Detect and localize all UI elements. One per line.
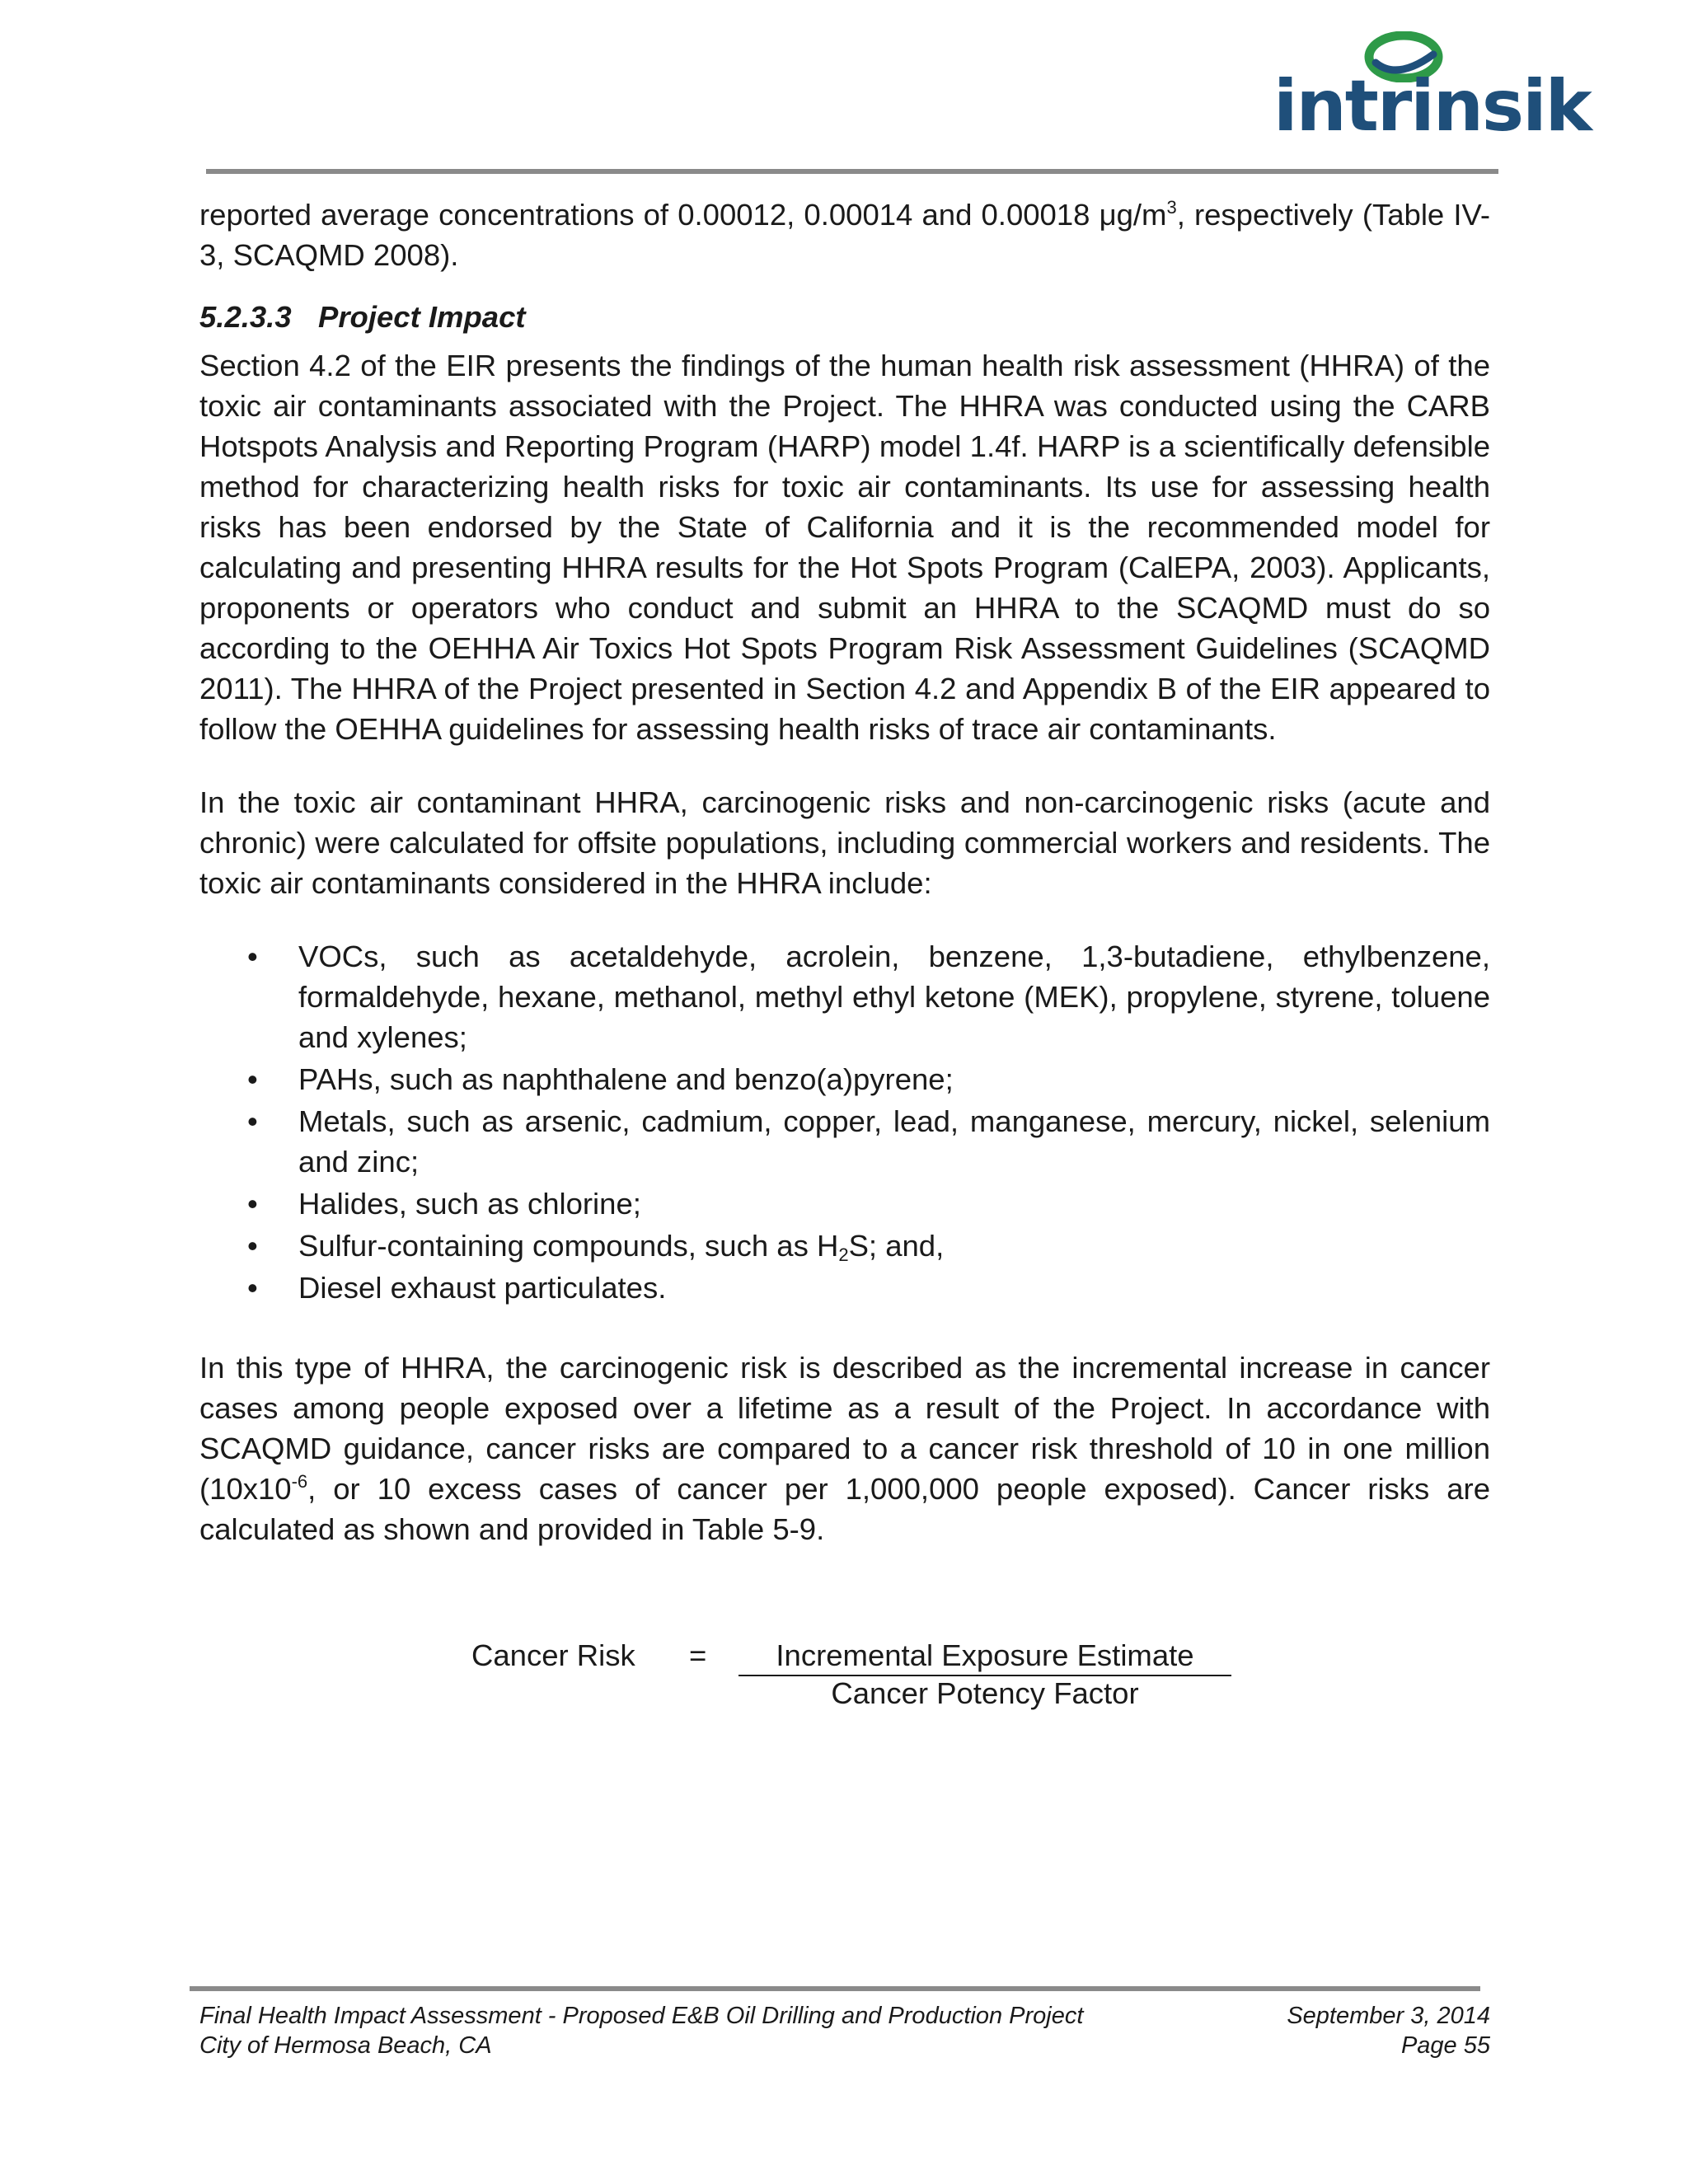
list-item: • PAHs, such as naphthalene and benzo(a)pyrene;	[247, 1062, 954, 1096]
formula-numerator: Incremental Exposure Estimate	[738, 1638, 1231, 1676]
header-divider	[206, 169, 1498, 174]
page-footer	[199, 2001, 1490, 2060]
formula-lhs: Cancer Risk	[471, 1638, 635, 1672]
intro-paragraph: reported average concentrations of 0.00012, 0.00014 and 0.00018 $\mu g/m^3$, respectively (Table IV-3, SCAQMD 2008).	[199, 197, 1490, 272]
intrinsik-logo	[1273, 31, 1591, 148]
list-item: • Sulfur-containing compounds, such as $H_2S$; and,	[247, 1229, 945, 1265]
list-item: • Diesel exhaust particulates.	[247, 1271, 667, 1305]
logo-wordmark: intrinsik	[1273, 65, 1591, 148]
section-heading	[199, 297, 1490, 337]
paragraph-risk-scope: In the toxic air contaminant HHRA, carcinogenic risks and non-carcinogenic risks (acute and chronic) were calculated for offsite populations, including commercial workers and residents. The toxic air contaminants considered in the HHRA include:	[199, 785, 1490, 900]
footer-date: September 3, 2014	[1287, 2003, 1490, 2029]
cancer-risk-formula	[0, 1638, 1688, 1721]
paragraph-carcinogenic-risk: In this type of HHRA, the carcinogenic risk is described as the incremental increase in cancer cases among people exposed over a lifetime as a result of the Project. In accordance with SCAQMD guidance, cancer risks are compared to a cancer risk threshold of 10 in one million ($10x10^{-6}$, or 10 excess cases of cancer per 1,000,000 people exposed). Cancer risks are calculated as shown and provided in Table 5-9.	[199, 1351, 1490, 1546]
formula-denominator: Cancer Potency Factor	[831, 1676, 1139, 1710]
formula-equals: =	[689, 1638, 707, 1672]
footer-page-number: Page 55	[1400, 2032, 1490, 2059]
list-item: • Metals, such as arsenic, cadmium, copper, lead, manganese, mercury, nickel, selenium and zinc;	[247, 1104, 1490, 1179]
page-body	[199, 194, 1490, 1549]
footer-document-title: Final Health Impact Assessment - Proposed E&B Oil Drilling and Production Project	[199, 2003, 1084, 2029]
footer-location: City of Hermosa Beach, CA	[199, 2032, 492, 2059]
footer-divider	[190, 1986, 1480, 1991]
section-number: 5.2.3.3	[199, 300, 292, 334]
contaminant-list	[199, 936, 1490, 1308]
section-title: Project Impact	[318, 300, 526, 334]
paragraph-hhra-overview: Section 4.2 of the EIR presents the findings of the human health risk assessment (HHRA) of the toxic air contaminants associated with the Project. The HHRA was conducted using the CARB Hotspots Analysis and Reporting Program (HARP) model 1.4f. HARP is a scientifically defensible method for characterizing health risks for toxic air contaminants. Its use for assessing health risks has been endorsed by the State of California and it is the recommended model for calculating and presenting HHRA results for the Hot Spots Program (CalEPA, 2003). Applicants, proponents or operators who conduct and submit an HHRA to the SCAQMD must do so according to the OEHHA Air Toxics Hot Spots Program Risk Assessment Guidelines (SCAQMD 2011). The HHRA of the Project presented in Section 4.2 and Appendix B of the EIR appeared to follow the OEHHA guidelines for assessing health risks of trace air contaminants.	[199, 349, 1490, 746]
list-item: • VOCs, such as acetaldehyde, acrolein, benzene, 1,3-butadiene, ethylbenzene, formaldehyde, hexane, methanol, methyl ethyl ketone (MEK), propylene, styrene, toluene and xylenes;	[247, 940, 1490, 1054]
list-item: • Halides, such as chlorine;	[247, 1187, 641, 1221]
